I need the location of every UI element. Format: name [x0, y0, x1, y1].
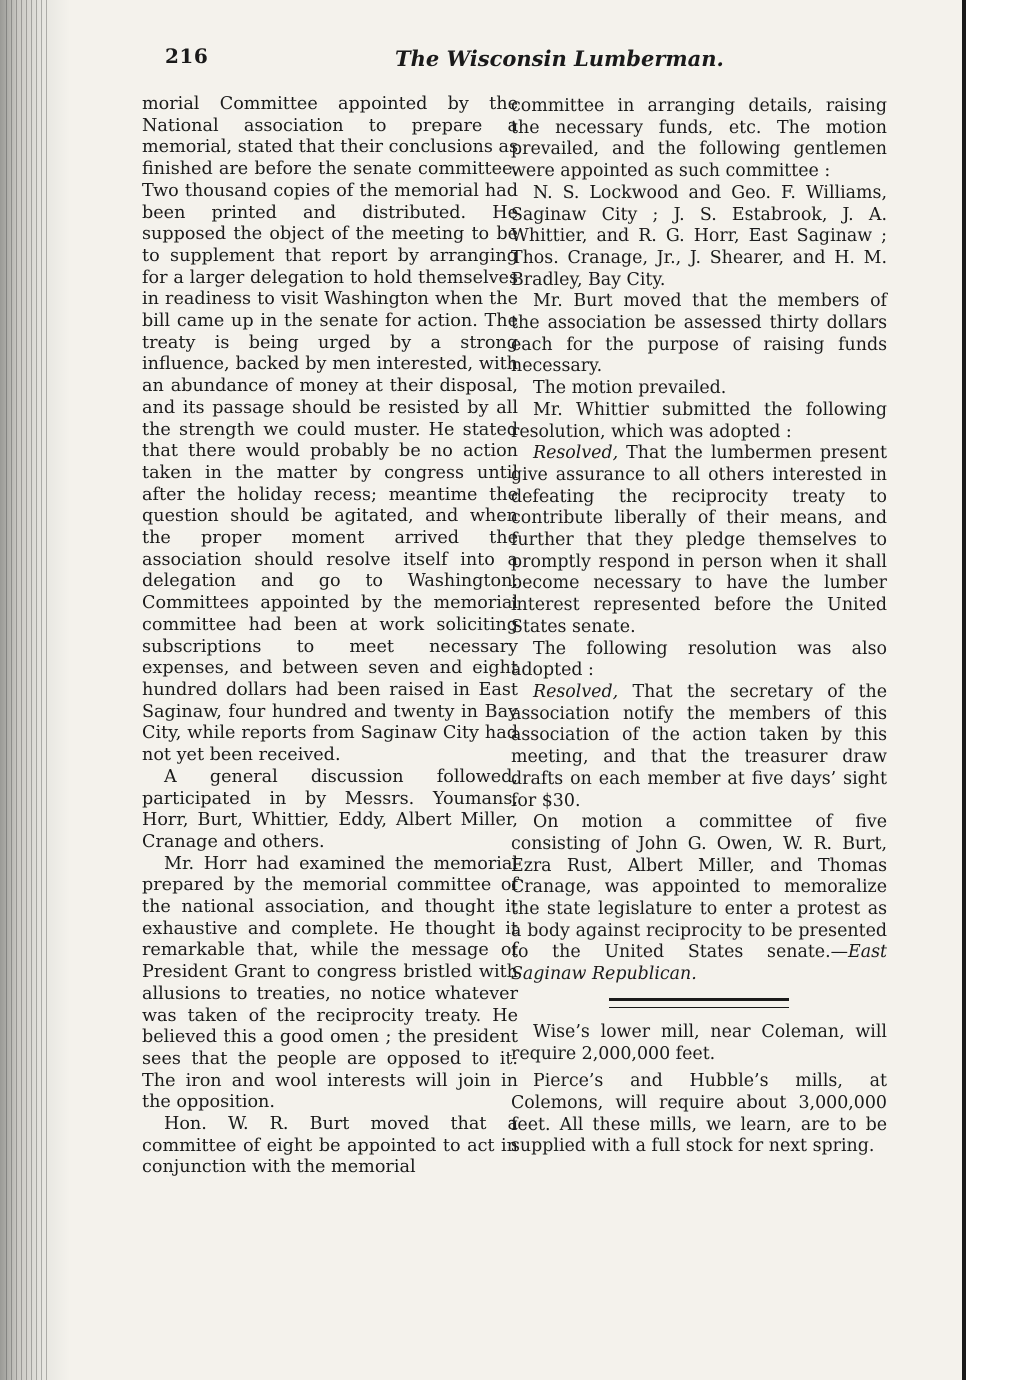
document-page [70, 0, 962, 1380]
right-paragraph-9 [511, 812, 887, 986]
resolution-1-label: Resolved, [533, 443, 619, 464]
right-column [511, 96, 887, 1158]
page-right-edge [962, 0, 1033, 1380]
left-paragraph-1: morial Committee appointed by the National association to prepare a memorial, stated that their conclusions as finished are before the senate committee. Two thousand copies of the memorial had been printed and distributed. He supposed the object of the meeting to be to supplement that report by arranging for a larger delegation to hold themselves in readiness to visit Washington when the bill came up in the senate for action. The treaty is being urged by a strong influence, backed by men interested, with an abundance of money at their disposal, and its passage should be resisted by all the strength we could muster. He stated that there would probably be no action taken in the matter by congress until after the holiday recess; meantime the question should be agitated, and when the proper moment arrived the association should resolve itself into a delegation and go to Washington. Committees appointed by the memorial committee had been at work soliciting subscriptions to meet necessary expenses, and between seven and eight hundred dollars had been raised in East Saginaw, four hundred and twenty in Bay City, while reports from Saginaw City had not yet been received. [142, 94, 518, 766]
resolution-1 [511, 443, 887, 638]
resolution-2 [511, 682, 887, 812]
right-paragraph-4: The motion prevailed. [533, 378, 727, 399]
page-number: 216 [165, 44, 209, 68]
mill-note-1: Wise’s lower mill, near Coleman, will require 2,000,000 feet. [511, 1021, 887, 1064]
journal-title: The Wisconsin Lumberman. [395, 46, 724, 71]
right-paragraph-committee-list: N. S. Lockwood and Geo. F. Williams, Saginaw City ; J. S. Estabrook, J. A. Whittier, and R. G. Horr, East Saginaw ; Thos. Cranage, Jr., J. Shearer, and H. M. Bradley, Bay City. [511, 182, 887, 290]
running-header [165, 44, 885, 80]
left-paragraph-3: Mr. Horr had examined the memorial prepared by the memorial committee of the national association, and thought it exhaustive and complete. He thought it remarkable that, while the message of President Grant to congress bristled with allusions to treaties, no notice whatever was taken of the reciprocity treaty. He believed this a good omen ; the president sees that the people are opposed to it. The iron and wool interests will join in the opposition. [142, 853, 518, 1113]
source-credit: East Saginaw Republican. [511, 942, 887, 985]
binding-page-edges [6, 0, 50, 1380]
left-paragraph-4: Hon. W. R. Burt moved that a committee of eight be appointed to act in conjunction with the memorial [142, 1114, 518, 1178]
section-divider-rule [609, 998, 789, 1008]
right-paragraph-5: Mr. Whittier submitted the following resolution, which was adopted : [511, 399, 887, 442]
right-paragraph-1: committee in arranging details, raising the necessary funds, etc. The motion prevailed, and the following gentlemen were appointed as such committee : [511, 96, 887, 182]
right-paragraph-3: Mr. Burt moved that the members of the association be assessed thirty dollars each for the purpose of raising funds necessary. [511, 291, 887, 377]
resolution-2-text: That the secretary of the association notify the members of this association of the action taken by this meeting, and that the treasurer draw drafts on each member at five days’ sight for $30. [511, 681, 887, 811]
right-paragraph-7: The following resolution was also adopted : [511, 638, 887, 681]
book-binding-shadow [0, 0, 70, 1380]
left-column [142, 94, 518, 1179]
mill-note-2: Pierce’s and Hubble’s mills, at Colemons, will require about 3,000,000 feet. All these mills, we learn, are to be supplied with a full stock for next spring. [511, 1071, 887, 1157]
left-paragraph-2: A general discussion followed, participated in by Messrs. Youmans, Horr, Burt, Whittier, Eddy, Albert Miller, Cranage and others. [142, 766, 518, 852]
resolution-1-text: That the lumbermen present give assurance to all others interested in defeating the reciprocity treaty to contribute liberally of their means, and further that they pledge themselves to promptly respond in person when it shall become necessary to have the lumber interest represented before the United States senate. [511, 443, 887, 637]
resolution-2-label: Resolved, [533, 681, 619, 702]
motion-text: On motion a committee of five consisting of John G. Owen, W. R. Burt, Ezra Rust, Albert Miller, and Thomas Cranage, was appointed to memoralize the state legislature to enter a protest as a body against reciprocity to be presented to the United States senate.— [511, 812, 887, 963]
